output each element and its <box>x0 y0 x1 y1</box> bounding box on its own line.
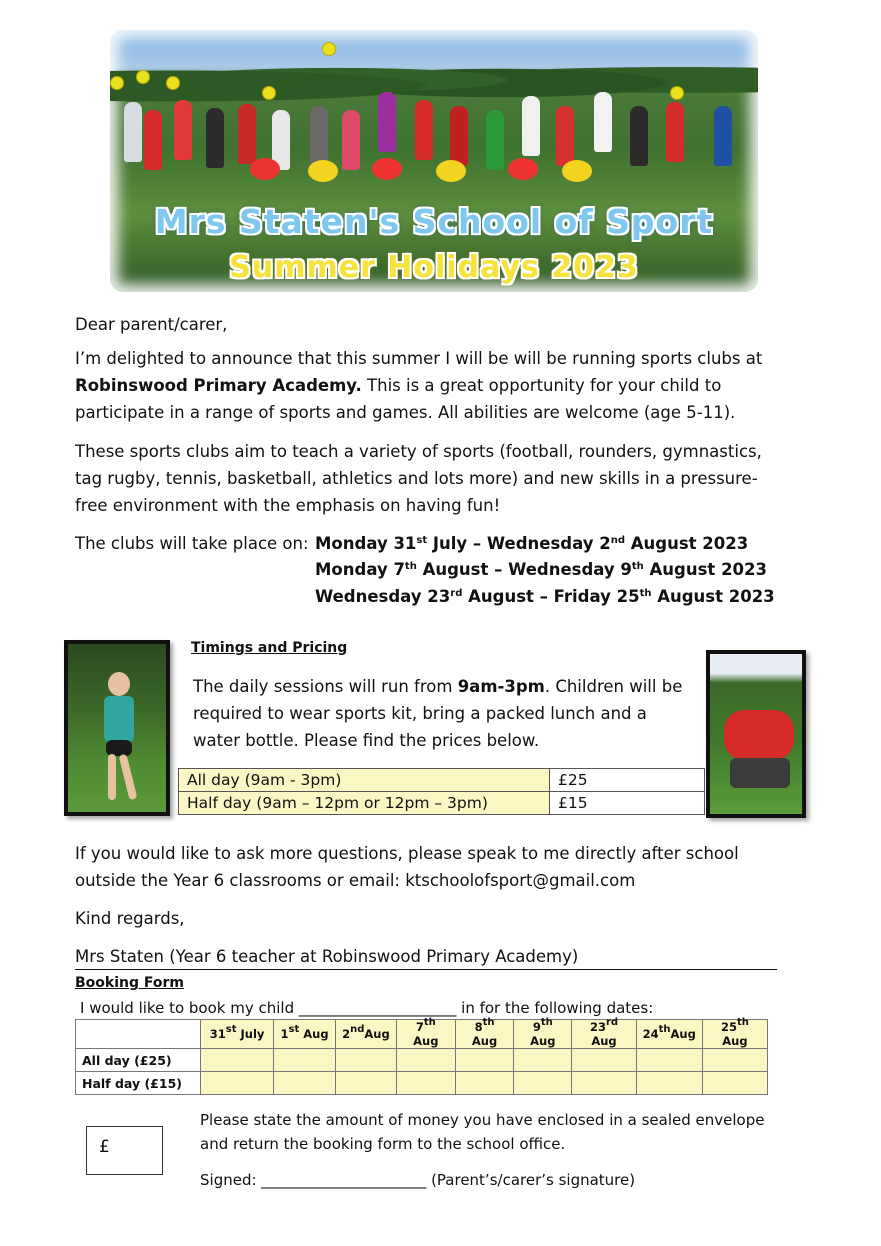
booking-cell[interactable] <box>336 1072 397 1095</box>
contact-text: If you would like to ask more questions, please speak to me directly after school outside the Year 6 classrooms or email: <box>75 844 739 890</box>
money-instructions: Please state the amount of money you have enclosed in a sealed envelope and return the booking form to the school office. <box>200 1111 765 1153</box>
booking-cell[interactable] <box>636 1072 702 1095</box>
child-figure <box>486 110 504 170</box>
booking-text-end: in for the following dates: <box>456 999 654 1017</box>
date-sup: th <box>639 588 652 599</box>
booking-cell[interactable] <box>396 1072 455 1095</box>
child-figure <box>238 104 256 164</box>
child-figure <box>174 100 192 160</box>
tennis-ball <box>166 76 180 90</box>
col-text: July <box>236 1027 265 1041</box>
signature-note: (Parent’s/carer’s signature) <box>426 1171 636 1189</box>
huddle-group <box>724 710 794 760</box>
col-num: 31 <box>209 1027 226 1041</box>
divider <box>75 969 777 970</box>
date-part: July – Wednesday 2 <box>427 534 611 553</box>
col-num: 2 <box>342 1027 351 1041</box>
girl-throwing-photo <box>64 640 170 816</box>
col-sup: th <box>423 1017 436 1028</box>
banner-subtitle: Summer Holidays 2023 <box>229 250 639 285</box>
space-hopper <box>508 158 538 180</box>
col-text: Aug <box>413 1034 439 1048</box>
child-figure <box>556 106 574 166</box>
child-figure <box>630 106 648 166</box>
money-amount-box[interactable] <box>86 1126 163 1175</box>
col-sup: st <box>225 1024 237 1035</box>
figure-body <box>104 696 134 742</box>
session-hours: 9am-3pm <box>457 677 545 696</box>
child-figure <box>450 106 468 166</box>
col-sup: th <box>540 1017 553 1028</box>
tennis-ball <box>136 70 150 84</box>
table-row <box>76 1072 768 1095</box>
col-num: 25 <box>720 1020 737 1034</box>
signoff-name: Mrs Staten (Year 6 teacher at Robinswood Primary Academy) <box>75 947 579 966</box>
col-text: Aug <box>364 1027 390 1041</box>
date-part: Wednesday 23 <box>315 587 451 606</box>
greeting: Dear parent/carer, <box>75 315 228 334</box>
booking-cell[interactable] <box>336 1049 397 1072</box>
signed-label: Signed: <box>200 1171 262 1189</box>
pound-symbol: £ <box>99 1137 110 1157</box>
table-row <box>76 1049 768 1072</box>
price-table <box>178 768 705 815</box>
figure-leg <box>119 754 138 801</box>
intro-text: I’m delighted to announce that this summer I will be will be running sports clubs at <box>75 349 763 368</box>
col-num: 9 <box>532 1020 541 1034</box>
timings-heading: Timings and Pricing <box>191 640 348 656</box>
banner-trees <box>110 50 758 110</box>
child-figure <box>666 102 684 162</box>
tennis-ball <box>110 76 124 90</box>
col-text: Aug <box>591 1034 617 1048</box>
col-sup: th <box>658 1024 671 1035</box>
sports-paragraph: These sports clubs aim to teach a variety of sports (football, rounders, gymnastics, tag rugby, tennis, basketball, athletics and lots more) and new skills in a pressure-free environment with the emphasis on having fun! <box>75 442 762 515</box>
child-figure <box>310 106 328 166</box>
intro-text-end: This is a great opportunity for your child to participate in a range of sports and games. All abilities are welcome (age 5-11). <box>75 376 736 422</box>
row-label: All day (£25) <box>76 1049 201 1072</box>
date-sup: rd <box>450 588 463 599</box>
child-figure <box>522 96 540 156</box>
banner-photo <box>110 30 758 292</box>
date-header <box>636 1020 702 1049</box>
child-figure <box>342 110 360 170</box>
header-blank <box>76 1020 201 1049</box>
date-header <box>572 1017 636 1049</box>
space-hopper <box>436 160 466 182</box>
booking-cell[interactable] <box>572 1049 636 1072</box>
price-value: £15 <box>550 792 705 815</box>
dates-label: The clubs will take place on: <box>75 534 309 553</box>
timings-paragraph <box>193 673 693 754</box>
price-value: £25 <box>550 769 705 792</box>
date-header <box>273 1020 335 1049</box>
booking-header-row <box>76 1020 768 1049</box>
child-name-blank[interactable]: _____________________ <box>298 999 457 1017</box>
col-num: 7 <box>415 1020 424 1034</box>
date-part: August 2023 <box>643 560 767 579</box>
booking-cell[interactable] <box>201 1072 274 1095</box>
tennis-ball <box>262 86 276 100</box>
booking-table <box>75 1019 768 1095</box>
booking-cell[interactable] <box>702 1049 767 1072</box>
date-range-1 <box>315 530 748 557</box>
signature-line <box>200 1168 635 1192</box>
booking-text: I would like to book my child <box>80 999 299 1017</box>
date-part: Monday 7 <box>315 560 405 579</box>
date-header <box>396 1017 455 1049</box>
date-part: August – Wednesday 9 <box>416 560 632 579</box>
price-label: All day (9am - 3pm) <box>179 769 550 792</box>
space-hopper <box>372 158 402 180</box>
booking-cell[interactable] <box>636 1049 702 1072</box>
figure-head <box>108 672 130 696</box>
col-sup: th <box>482 1017 495 1028</box>
booking-cell[interactable] <box>702 1072 767 1095</box>
row-label: Half day (£15) <box>76 1072 201 1095</box>
date-part: August 2023 <box>651 587 775 606</box>
child-figure <box>206 108 224 168</box>
school-name: Robinswood Primary Academy. <box>75 376 362 395</box>
booking-cell[interactable] <box>201 1049 274 1072</box>
booking-cell[interactable] <box>514 1072 572 1095</box>
figure-leg <box>108 754 116 800</box>
booking-cell[interactable] <box>396 1049 455 1072</box>
date-sup: st <box>416 535 428 546</box>
col-sup: nd <box>350 1024 365 1035</box>
col-sup: rd <box>605 1017 619 1028</box>
date-part: August 2023 <box>625 534 749 553</box>
col-text: Aug <box>722 1034 748 1048</box>
kind-regards: Kind regards, <box>75 909 185 928</box>
date-header <box>201 1020 274 1049</box>
date-sup: th <box>404 561 417 572</box>
tennis-ball <box>322 42 336 56</box>
table-row <box>179 792 705 815</box>
date-header <box>514 1017 572 1049</box>
col-text: Aug <box>670 1027 696 1041</box>
space-hopper <box>562 160 592 182</box>
signature-blank[interactable]: ______________________ <box>261 1171 427 1189</box>
table-row <box>179 769 705 792</box>
booking-heading: Booking Form <box>75 975 184 991</box>
banner-title: Mrs Staten's School of Sport <box>154 202 714 241</box>
col-num: 8 <box>474 1020 483 1034</box>
col-sup: th <box>736 1017 749 1028</box>
price-label: Half day (9am – 12pm or 12pm – 3pm) <box>179 792 550 815</box>
date-part: August – Friday 25 <box>462 587 640 606</box>
col-sup: st <box>288 1024 300 1035</box>
booking-cell[interactable] <box>455 1072 513 1095</box>
huddle-legs <box>730 758 790 788</box>
booking-cell[interactable] <box>572 1072 636 1095</box>
child-figure <box>594 92 612 152</box>
child-figure <box>415 100 433 160</box>
child-figure <box>378 92 396 152</box>
date-header <box>336 1020 397 1049</box>
booking-cell[interactable] <box>273 1049 335 1072</box>
tennis-ball <box>670 86 684 100</box>
col-num: 24 <box>642 1027 659 1041</box>
booking-cell[interactable] <box>455 1049 513 1072</box>
intro-paragraph <box>75 345 775 426</box>
contact-email[interactable]: ktschoolofsport@gmail.com <box>405 871 636 890</box>
child-figure <box>714 106 732 166</box>
child-figure <box>124 102 142 162</box>
space-hopper <box>250 158 280 180</box>
child-figure <box>144 110 162 170</box>
timings-text: The daily sessions will run from <box>193 677 458 696</box>
date-header <box>455 1017 513 1049</box>
booking-cell[interactable] <box>514 1049 572 1072</box>
date-sup: th <box>631 561 644 572</box>
col-num: 1 <box>280 1027 289 1041</box>
children-huddle-photo <box>706 650 806 818</box>
col-text: Aug <box>299 1027 329 1041</box>
col-text: Aug <box>530 1034 556 1048</box>
space-hopper <box>308 160 338 182</box>
date-range-3 <box>315 583 775 610</box>
date-sup: nd <box>610 535 625 546</box>
date-range-2 <box>315 556 767 583</box>
date-header <box>702 1017 767 1049</box>
timings-text-end: . Children will be required to wear sports kit, bring a packed lunch and a water bottle. Please find the prices below. <box>193 677 683 750</box>
col-num: 23 <box>589 1020 606 1034</box>
booking-cell[interactable] <box>273 1072 335 1095</box>
contact-paragraph <box>75 840 765 894</box>
col-text: Aug <box>471 1034 498 1048</box>
date-part: Monday 31 <box>315 534 417 553</box>
